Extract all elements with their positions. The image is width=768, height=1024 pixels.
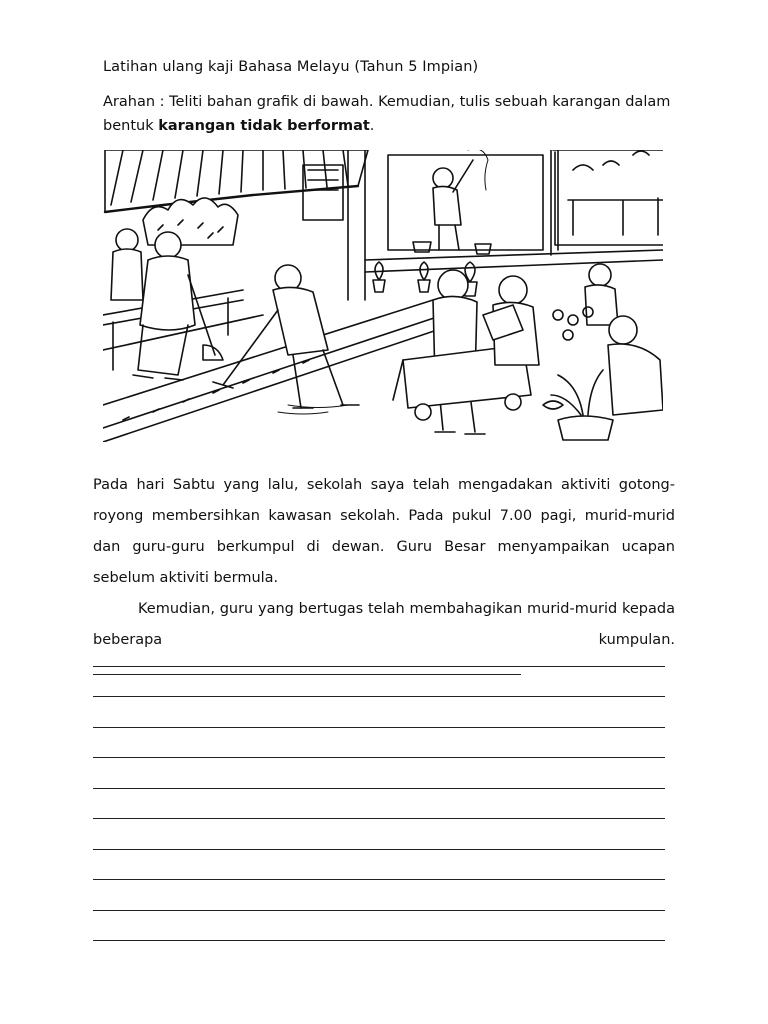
instruction-bold: karangan tidak berformat xyxy=(158,118,370,134)
answer-line[interactable] xyxy=(93,850,665,881)
instruction-end: . xyxy=(369,118,375,134)
boy-planting-figure xyxy=(543,316,663,440)
boy-painting-figure xyxy=(413,150,491,254)
essay-paragraph-1: Pada hari Sabtu yang lalu, sekolah saya telah mengadakan aktiviti gotong-royong membersihkan kawasan sekolah. Pada pukul 7.00 pagi, murid-murid dan guru-guru berkumpul di dewan. Guru Besar menyampaikan ucapan sebelum aktiviti bermula. xyxy=(93,477,675,586)
answer-line[interactable] xyxy=(93,880,665,911)
answer-line[interactable] xyxy=(93,636,665,667)
instruction-text: Teliti bahan grafik di bawah. Kemudian, tulis sebuah karangan dalam bentuk xyxy=(103,94,671,134)
roof xyxy=(105,150,368,212)
boy-rake-figure xyxy=(213,265,359,414)
instruction xyxy=(103,90,683,138)
instruction-label: Arahan : xyxy=(103,94,165,110)
answer-line[interactable] xyxy=(93,697,665,728)
answer-line[interactable] xyxy=(93,911,665,942)
answer-line[interactable] xyxy=(93,728,665,759)
answer-line[interactable] xyxy=(93,667,665,698)
answer-line[interactable] xyxy=(93,789,665,820)
essay-paragraph-2-text: Kemudian, guru yang bertugas telah membahagikan murid-murid kepada beberapa kumpulan. xyxy=(93,601,675,648)
answer-line[interactable] xyxy=(93,758,665,789)
worksheet-title: Latihan ulang kaji Bahasa Melayu (Tahun 5 Impian) xyxy=(103,59,479,75)
answer-lines xyxy=(93,636,665,941)
school-gotong-royong-illustration xyxy=(103,150,663,442)
answer-line[interactable] xyxy=(93,819,665,850)
